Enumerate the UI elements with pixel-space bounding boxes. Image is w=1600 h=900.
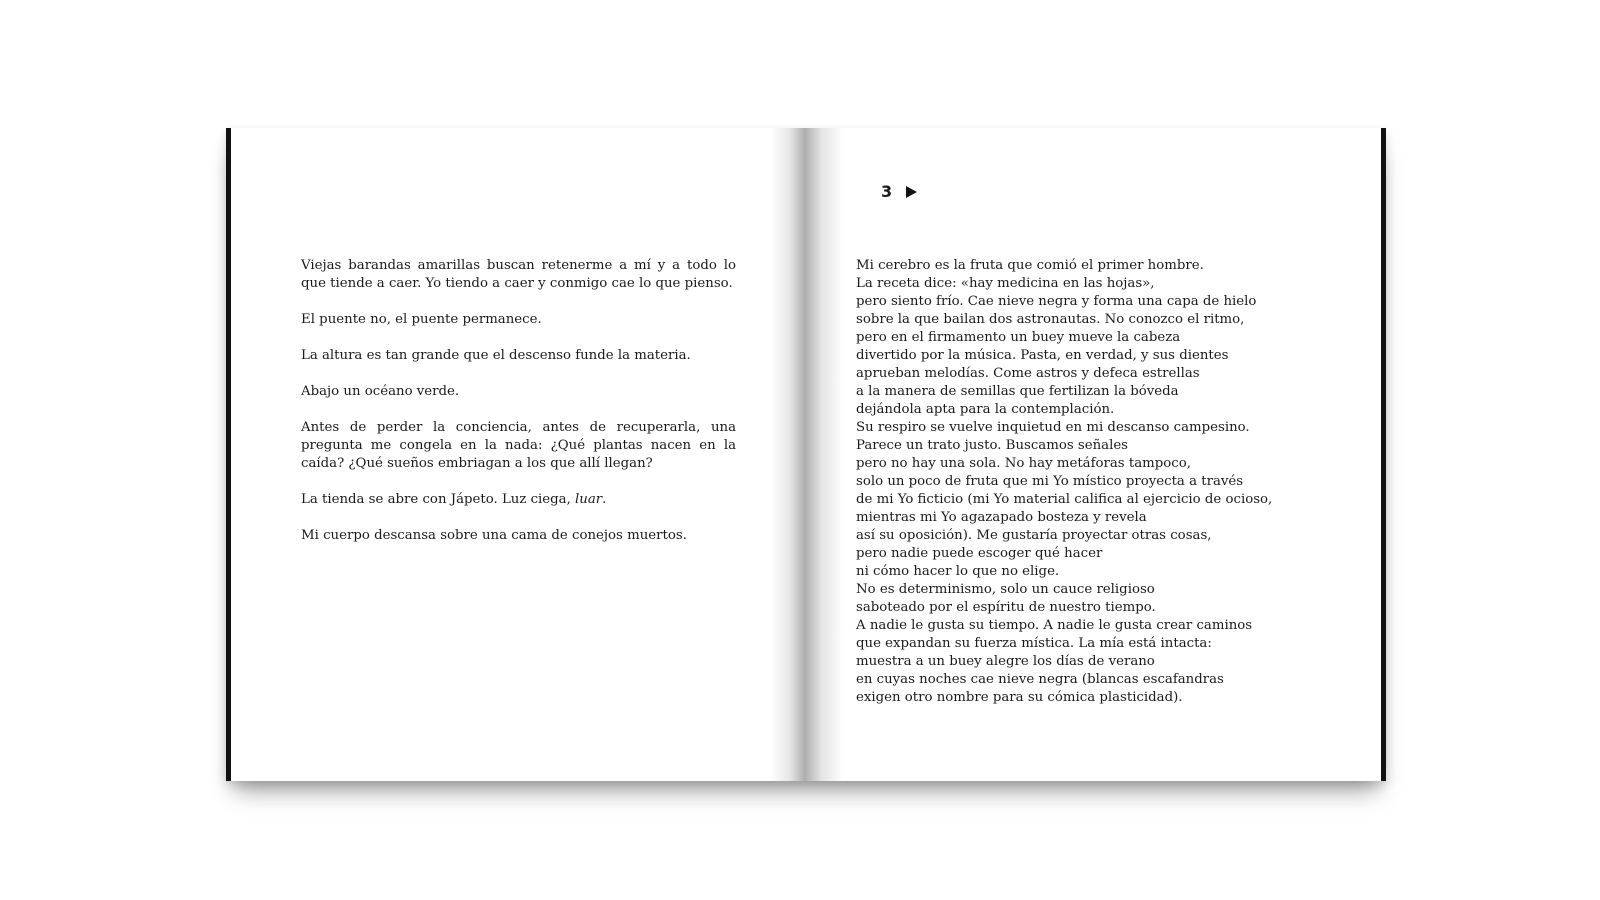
poem-line: pero en el firmamento un buey mueve la cabeza bbox=[856, 330, 1181, 345]
poem-line: en cuyas noches cae nieve negra (blancas escafandras bbox=[856, 672, 1224, 687]
open-book bbox=[226, 128, 1386, 781]
paragraph: Mi cuerpo descansa sobre una cama de conejos muertos. bbox=[301, 528, 687, 543]
page-number-marker bbox=[881, 182, 917, 201]
right-page bbox=[804, 128, 1386, 781]
poem-line: pero nadie puede escoger qué hacer bbox=[856, 546, 1103, 561]
poem-line: solo un poco de fruta que mi Yo místico proyecta a través bbox=[856, 474, 1244, 489]
page-number: 3 bbox=[881, 182, 893, 201]
poem-line: Parece un trato justo. Buscamos señales bbox=[856, 438, 1129, 453]
poem-line: divertido por la música. Pasta, en verdad, y sus dientes bbox=[856, 348, 1229, 363]
right-page-poem bbox=[856, 257, 1276, 707]
poem-line: pero no hay una sola. No hay metáforas tampoco, bbox=[856, 456, 1191, 471]
poem-line: exigen otro nombre para su cómica plasticidad). bbox=[856, 690, 1183, 705]
poem-line: dejándola apta para la contemplación. bbox=[856, 402, 1115, 417]
tienda-end: . bbox=[602, 492, 607, 507]
poem-line: A nadie le gusta su tiempo. A nadie le gusta crear caminos bbox=[856, 618, 1253, 633]
play-triangle-icon bbox=[906, 186, 917, 198]
poem-line: saboteado por el espíritu de nuestro tiempo. bbox=[856, 600, 1156, 615]
poem-line: así su oposición). Me gustaría proyectar otras cosas, bbox=[856, 528, 1212, 543]
paragraph-tienda bbox=[301, 491, 736, 509]
paragraph: El puente no, el puente permanece. bbox=[301, 312, 542, 327]
poem-line: No es determinismo, solo un cauce religioso bbox=[856, 582, 1155, 597]
paragraph: Viejas barandas amarillas buscan retenerme a mí y a todo lo que tiende a caer. Yo tiendo a caer y conmigo cae lo que pienso. bbox=[301, 258, 736, 291]
gutter-shadow-left bbox=[770, 128, 804, 781]
poem-line: Mi cerebro es la fruta que comió el primer hombre. bbox=[856, 258, 1204, 273]
poem-line: ni cómo hacer lo que no elige. bbox=[856, 564, 1060, 579]
poem-line: La receta dice: «hay medicina en las hojas», bbox=[856, 276, 1155, 291]
left-page-text bbox=[301, 257, 736, 563]
gutter-shadow-right bbox=[804, 128, 844, 781]
paragraph: Antes de perder la conciencia, antes de recuperarla, una pregunta me congela en la nada: ¿Qué plantas nacen en la caída? ¿Qué sueños embriagan a los que allí llegan? bbox=[301, 420, 736, 471]
paragraph: La altura es tan grande que el descenso funde la materia. bbox=[301, 348, 691, 363]
poem-line: sobre la que bailan dos astronautas. No conozco el ritmo, bbox=[856, 312, 1245, 327]
paragraph: Abajo un océano verde. bbox=[301, 384, 460, 399]
italic-word: luar bbox=[575, 492, 603, 507]
left-page bbox=[226, 128, 804, 781]
poem-line: muestra a un buey alegre los días de verano bbox=[856, 654, 1155, 669]
poem-line: que expandan su fuerza mística. La mía está intacta: bbox=[856, 636, 1212, 651]
poem-line: Su respiro se vuelve inquietud en mi descanso campesino. bbox=[856, 420, 1250, 435]
poem-line: aprueban melodías. Come astros y defeca estrellas bbox=[856, 366, 1200, 381]
poem-line: a la manera de semillas que fertilizan la bóveda bbox=[856, 384, 1179, 399]
tienda-text: La tienda se abre con Jápeto. Luz ciega, bbox=[301, 492, 576, 507]
poem-line: mientras mi Yo agazapado bosteza y revela bbox=[856, 510, 1147, 525]
poem-line: de mi Yo ficticio (mi Yo material califica al ejercicio de ocioso, bbox=[856, 492, 1273, 507]
poem-line: pero siento frío. Cae nieve negra y forma una capa de hielo bbox=[856, 294, 1257, 309]
